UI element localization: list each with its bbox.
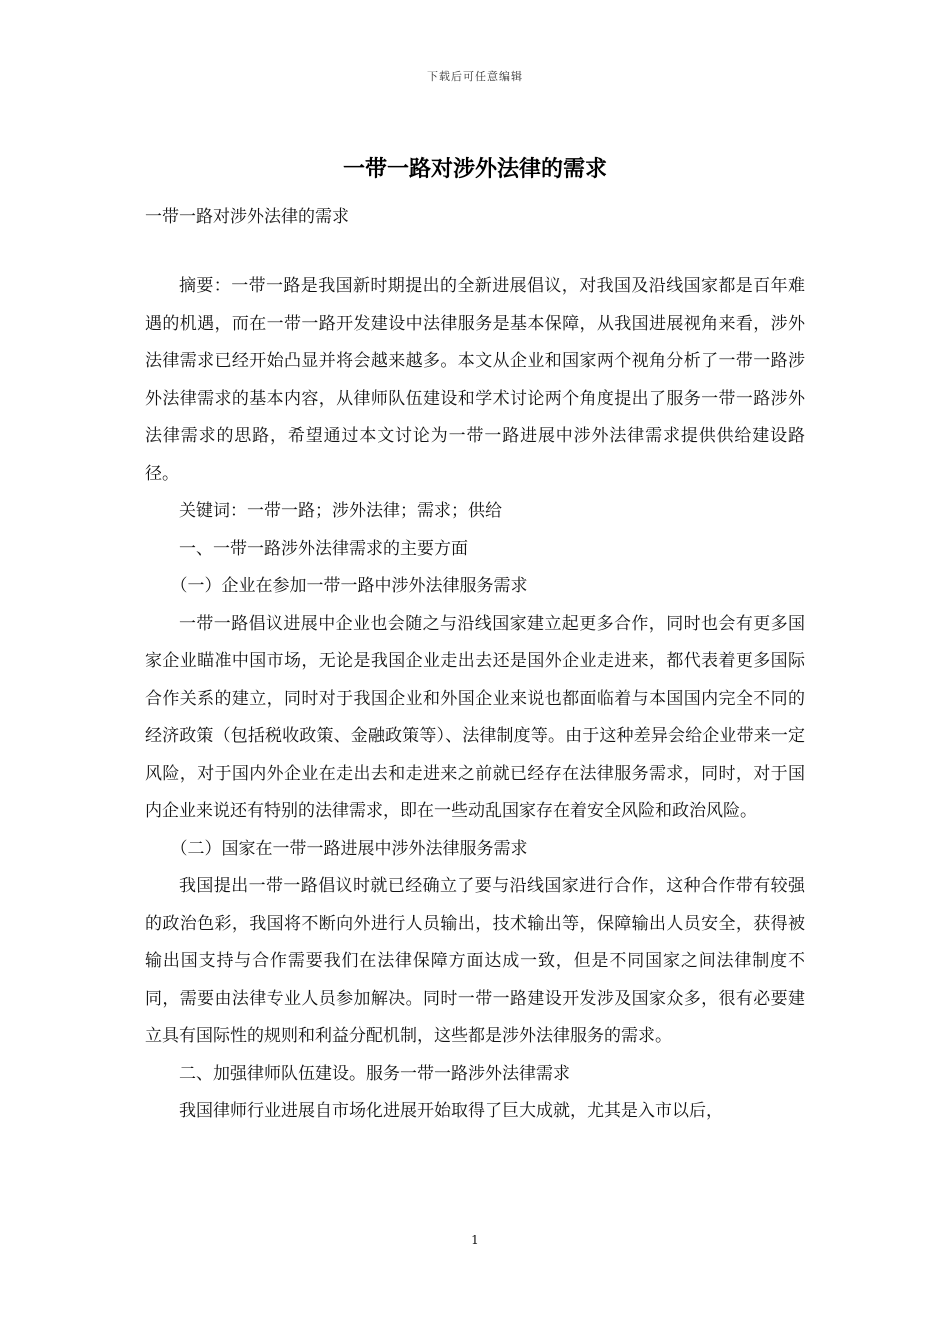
page-number: 1 (471, 1233, 479, 1247)
body-paragraph: 一带一路倡议进展中企业也会随之与沿线国家建立起更多合作，同时也会有更多国家企业瞄准中国市场，无论是我国企业走出去还是国外企业走进来，都代表着更多国际合作关系的建立，同时对于我国企业和外国企业来说也都面临着与本国国内完全不同的经济政策（包括税收政策、金融政策等）、法律制度等。由于这种差异会给企业带来一定风险，对于国内外企业在走出去和走进来之前就已经存在法律服务需求，同时，对于国内企业来说还有特别的法律需求，即在一些动乱国家存在着安全风险和政治风险。 (145, 613, 805, 821)
document-title: 一带一路对涉外法律的需求 (342, 156, 607, 182)
keywords-paragraph: 关键词：一带一路；涉外法律；需求；供给 (179, 501, 502, 521)
subsection-heading-1-1: （一）企业在参加一带一路中涉外法律服务需求 (170, 576, 528, 596)
section-heading-2: 二、加强律师队伍建设。服务一带一路涉外法律需求 (179, 1063, 570, 1084)
abstract-paragraph: 摘要：一带一路是我国新时期提出的全新进展倡议，对我国及沿线国家都是百年难遇的机遇，而在一带一路开发建设中法律服务是基本保障，从我国进展视角来看，涉外法律需求已经开始凸显并将会越来越多。本文从企业和国家两个视角分析了一带一路涉外法律需求的基本内容，从律师队伍建设和学术讨论两个角度提出了服务一带一路涉外法律需求的思路，希望通过本文讨论为一带一路进展中涉外法律需求提供供给建设路径。 (145, 276, 805, 484)
subsection-heading-1-2: （二）国家在一带一路进展中涉外法律服务需求 (170, 838, 528, 859)
document-body (145, 268, 805, 1131)
document-subtitle: 一带一路对涉外法律的需求 (145, 207, 349, 227)
section-heading-1: 一、一带一路涉外法律需求的主要方面 (179, 538, 468, 559)
body-paragraph: 我国提出一带一路倡议时就已经确立了要与沿线国家进行合作，这种合作带有较强的政治色彩，我国将不断向外进行人员输出，技术输出等，保障输出人员安全，获得被输出国支持与合作需要我们在法律保障方面达成一致，但是不同国家之间法律制度不同，需要由法律专业人员参加解决。同时一带一路建设开发涉及国家众多，很有必要建立具有国际性的规则和利益分配机制，这些都是涉外法律服务的需求。 (145, 876, 805, 1046)
body-paragraph: 我国律师行业进展自市场化进展开始取得了巨大成就，尤其是入市以后， (179, 1101, 723, 1121)
header-note: 下载后可任意编辑 (427, 70, 523, 83)
